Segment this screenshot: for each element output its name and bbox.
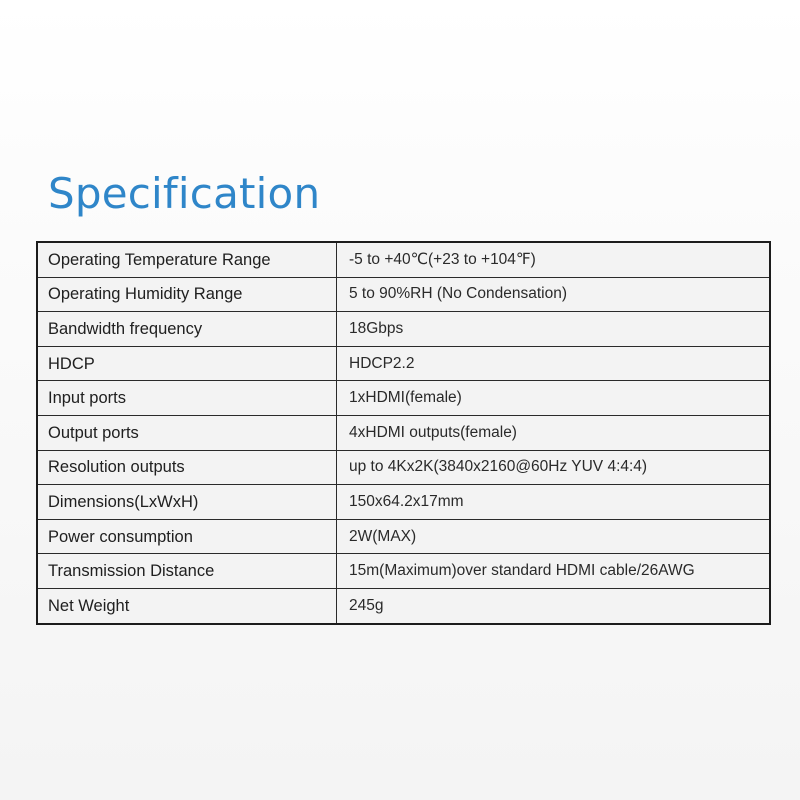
spec-label: Power consumption <box>37 519 337 554</box>
table-row <box>37 519 770 554</box>
table-row <box>37 346 770 381</box>
table-row <box>37 588 770 623</box>
spec-value: 1xHDMI(female) <box>337 381 771 416</box>
table-row <box>37 450 770 485</box>
table-row <box>37 415 770 450</box>
table-row <box>37 277 770 312</box>
table-row <box>37 485 770 520</box>
spec-value: up to 4Kx2K(3840x2160@60Hz YUV 4:4:4) <box>337 450 771 485</box>
spec-value: 4xHDMI outputs(female) <box>337 415 771 450</box>
spec-value: HDCP2.2 <box>337 346 771 381</box>
spec-label: Input ports <box>37 381 337 416</box>
spec-label: Resolution outputs <box>37 450 337 485</box>
page-title: Specification <box>48 169 321 218</box>
table-row <box>37 554 770 589</box>
table-row <box>37 242 770 277</box>
spec-value: 15m(Maximum)over standard HDMI cable/26AWG <box>337 554 771 589</box>
spec-label: Dimensions(LxWxH) <box>37 485 337 520</box>
spec-label: Transmission Distance <box>37 554 337 589</box>
spec-label: Operating Humidity Range <box>37 277 337 312</box>
spec-label: Net Weight <box>37 588 337 623</box>
table-row <box>37 312 770 347</box>
table-row <box>37 381 770 416</box>
spec-label: Output ports <box>37 415 337 450</box>
spec-value: 2W(MAX) <box>337 519 771 554</box>
spec-label: Bandwidth frequency <box>37 312 337 347</box>
spec-value: 245g <box>337 588 771 623</box>
specification-table <box>36 241 771 625</box>
spec-value: -5 to +40℃(+23 to +104℉) <box>337 242 771 277</box>
spec-value: 5 to 90%RH (No Condensation) <box>337 277 771 312</box>
spec-value: 18Gbps <box>337 312 771 347</box>
spec-value: 150x64.2x17mm <box>337 485 771 520</box>
spec-label: HDCP <box>37 346 337 381</box>
spec-label: Operating Temperature Range <box>37 242 337 277</box>
